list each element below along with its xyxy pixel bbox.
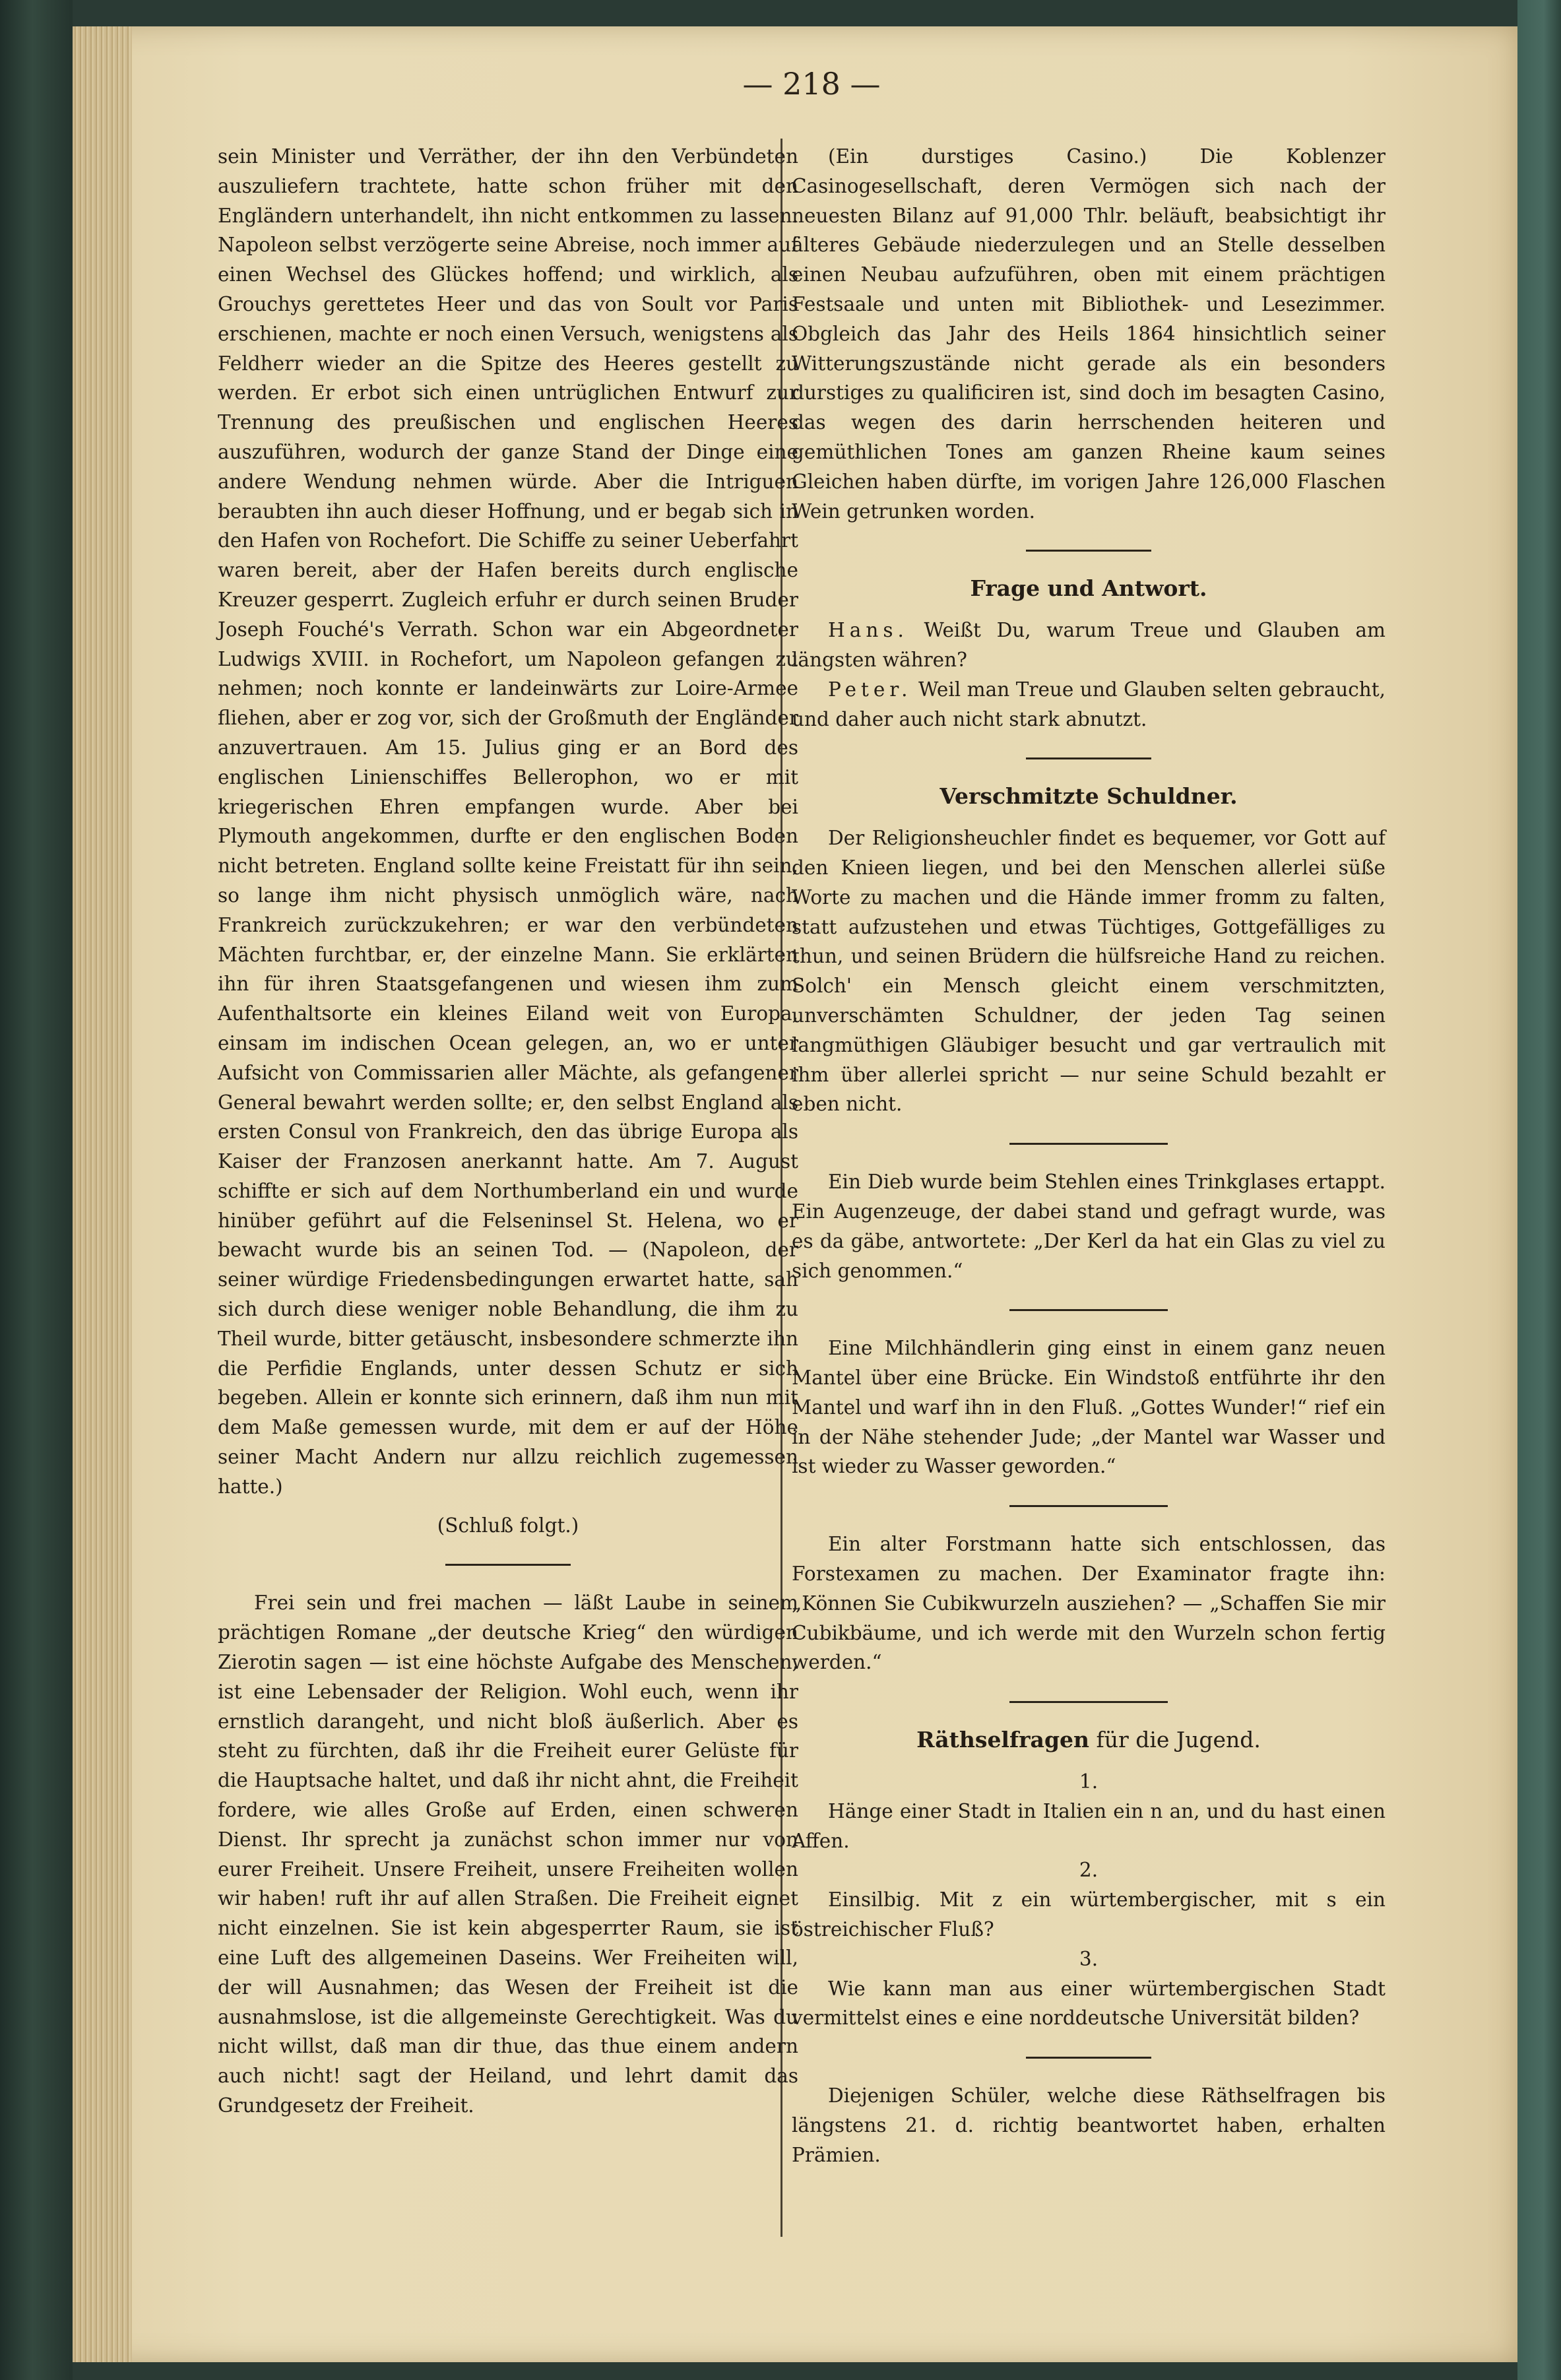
section-rule bbox=[1009, 1309, 1168, 1311]
section-rule bbox=[1009, 1143, 1168, 1145]
section-rule bbox=[1026, 757, 1151, 759]
forester-anecdote-text: Ein alter Forstmann hatte sich entschlossen, das Forstexamen zu machen. Der Examinator fragte ihn: „Können Sie Cubikwurzeln ausziehen? — „Schaffen Sie mir Cubikbäume, und ich werde mit den Wurzeln schon fertig werden.“ bbox=[792, 1533, 1386, 1674]
book-binding bbox=[0, 0, 73, 2380]
qa-hans-line bbox=[792, 616, 1386, 675]
thief-anecdote-text: Ein Dieb wurde beim Stehlen eines Trinkglases ertappt. Ein Augenzeuge, der dabei stand und gefragt wurde, was es da gäbe, antwortete: „Der Kerl da hat ein Glas zu viel zu sich genommen.“ bbox=[792, 1171, 1386, 1282]
riddle-number: 2. bbox=[1079, 1859, 1099, 1882]
napoleon-article-text: sein Minister und Verräther, der ihn den Verbündeten auszuliefern trachtete, hatte schon früher mit den Engländern unterhandelt, ihn nicht entkommen zu lassen. Napoleon selbst verzögerte seine Abreise, noch immer auf einen Wechsel des Glückes hoffend; und wirklich, als Grouchys gerettetes Heer und das von Soult vor Paris erschienen, machte er noch einen Versuch, wenigstens als Feldherr wieder an die Spitze des Heeres gestellt zu werden. Er erbot sich einen untrüglichen Entwurf zur Trennung des preußischen und englischen Heeres auszuführen, wodurch der ganze Stand der Dinge eine andere Wendung nehmen würde. Aber die Intriguen beraubten ihn auch dieser Hoffnung, und er begab sich in den Hafen von Rochefort. Die Schiffe zu seiner Ueberfahrt waren bereit, aber der Hafen bereits durch englische Kreuzer gesperrt. Zugleich erfuhr er durch seinen Bruder Joseph Fouché's Verrath. Schon war ein Abgeordneter Ludwigs XVIII. in Rochefort, um Napoleon gefangen zu nehmen; noch konnte er landeinwärts zur Loire-Armee fliehen, aber er zog vor, sich der Großmuth der Engländer anzuvertrauen. Am 15. Julius ging er an Bord des englischen Linienschiffes Bellerophon, wo er mit kriegerischen Ehren empfangen wurde. Aber bei Plymouth angekommen, durfte er den englischen Boden nicht betreten. England sollte keine Freistatt für ihn sein, so lange ihm nicht physisch unmöglich wäre, nach Frankreich zurückzukehren; er war den verbündeten Mächten furchtbar, er, der einzelne Mann. Sie erklärten ihn für ihren Staatsgefangenen und wiesen ihm zum Aufenthaltsorte ein kleines Eiland weit von Europa, einsam im indischen Ocean gelegen, an, wo er unter Aufsicht von Commissarien aller Mächte, als gefangener General bewahrt werden sollte; er, den selbst England als ersten Consul von Frankreich, den das übrige Europa als Kaiser der Franzosen anerkannt hatte. Am 7. August schiffte er sich auf dem Northumberland ein und wurde hinüber geführt auf die Felseninsel St. Helena, wo er bewacht wurde bis an seinen Tod. — (Napoleon, der seiner würdige Friedensbedingungen erwartet hatte, sah sich durch diese weniger noble Behandlung, die ihm zu Theil wurde, bitter getäuscht, insbesondere schmerzte ihn die Perfidie Englands, unter dessen Schutz er sich begeben. Allein er konnte sich erinnern, daß ihm nun mit dem Maße gemessen wurde, mit dem er auf der Höhe seiner Macht Andern nur allzu reichlich zugemessen hatte.) bbox=[218, 145, 798, 1498]
milk-anecdote-text: Eine Milchhändlerin ging einst in einem ganz neuen Mantel über eine Brücke. Ein Windstoß entführte ihr den Mantel und warf ihn in den Fluß. „Gottes Wunder!“ rief ein in der Nähe stehender Jude; „der Mantel war Wasser und ist wieder zu Wasser geworden.“ bbox=[792, 1337, 1386, 1478]
qa-peter-name: Peter. bbox=[828, 678, 912, 701]
riddle-number: 1. bbox=[1079, 1770, 1099, 1793]
riddle-text: Hänge einer Stadt in Italien ein n an, und du hast einen Affen. bbox=[792, 1799, 1386, 1852]
continuation-note: (Schluß folgt.) bbox=[437, 1514, 579, 1537]
page-edge-stack bbox=[73, 26, 132, 2362]
freedom-article-text: Frei sein und frei machen — läßt Laube in seinem prächtigen Romane „der deutsche Krieg“ den würdigen Zierotin sagen — ist eine höchste Aufgabe des Menschen, ist eine Lebensader der Religion. Wohl euch, wenn ihr ernstlich darangeht, und nicht bloß äußerlich. Aber es steht zu fürchten, daß ihr die Freiheit eurer Gelüste für die Hauptsache haltet, und daß ihr nicht ahnt, die Freiheit fordere, wie alles Große auf Erden, einen schweren Dienst. Ihr sprecht ja zunächst schon immer nur von eurer Freiheit. Unsere Freiheit, unsere Freiheiten wollen wir haben! ruft ihr auf allen Straßen. Die Freiheit eignet nicht einzelnen. Sie ist kein abgesperrter Raum, sie ist eine Luft des allgemeinen Daseins. Wer Freiheiten will, der will Ausnahmen; das Wesen der Freiheit ist die ausnahmslose, ist die allgemeinste Gerechtigkeit. Was du nicht willst, daß man dir thue, das thue einem andern auch nicht! sagt der Heiland, und lehrt damit das Grundgesetz der Freiheit. bbox=[218, 1592, 798, 2117]
section-rule bbox=[1026, 2057, 1151, 2059]
section-rule bbox=[1009, 1701, 1168, 1703]
casino-article-text: (Ein durstiges Casino.) Die Koblenzer Casinogesellschaft, deren Vermögen sich nach der neuesten Bilanz auf 91,000 Thlr. beläuft, beabsichtigt ihr älteres Gebäude niederzulegen und an Stelle desselben einen Neubau aufzuführen, oben mit einem prächtigen Festsaale und unten mit Bibliothek- und Lesezimmer. Obgleich das Jahr des Heils 1864 hinsichtlich seiner Witterungszustände nicht gerade als ein besonders durstiges zu qualificiren ist, sind doch im besagten Casino, das wegen des darin herrschenden heiteren und gemüthlichen Tones am ganzen Rheine kaum seines Gleichen haben dürfte, im vorigen Jahre 126,000 Flaschen Wein getrunken worden. bbox=[792, 145, 1386, 523]
riddles-heading bbox=[792, 1725, 1386, 1755]
section-rule bbox=[445, 1564, 571, 1566]
qa-peter-line bbox=[792, 675, 1386, 734]
riddles-closing-text: Diejenigen Schüler, welche diese Räthselfragen bis längstens 21. d. richtig beantwortet haben, erhalten Prämien. bbox=[792, 2084, 1386, 2166]
qa-hans-text: Weißt Du, warum Treue und Glauben am längsten währen? bbox=[792, 619, 1386, 671]
riddles-heading-rest: für die Jugend. bbox=[1089, 1727, 1261, 1753]
riddle-number: 3. bbox=[1079, 1947, 1099, 1970]
qa-hans-name: Hans. bbox=[828, 619, 908, 642]
riddles-heading-bold: Räthselfragen bbox=[916, 1727, 1089, 1753]
riddle-text: Wie kann man aus einer würtembergischen Stadt vermittelst eines e eine norddeutsche Universität bilden? bbox=[792, 1977, 1386, 2030]
qa-peter-text: Weil man Treue und Glauben selten gebraucht, und daher auch nicht stark abnutzt. bbox=[792, 678, 1386, 730]
riddle-text: Einsilbig. Mit z ein würtembergischer, mit s ein östreichischer Fluß? bbox=[792, 1888, 1386, 1941]
book-cover-edge bbox=[1517, 0, 1561, 2380]
qa-heading: Frage und Antwort. bbox=[970, 575, 1207, 602]
left-column bbox=[218, 142, 798, 2121]
section-rule bbox=[1009, 1505, 1168, 1507]
debtor-article-text: Der Religionsheuchler findet es bequemer, vor Gott auf den Knieen liegen, und bei den Menschen allerlei süße Worte zu machen und die Hände immer fromm zu falten, statt aufzustehen und etwas Tüchtiges, Gottgefälliges zu thun, und seinen Brüdern die hülfsreiche Hand zu reichen. Solch' ein Mensch gleicht einem verschmitzten, unverschämten Schuldner, der jeden Tag seinen langmüthigen Gläubiger besucht und gar vertraulich mit ihm über allerlei spricht — nur seine Schuld bezahlt er eben nicht. bbox=[792, 827, 1386, 1116]
right-column bbox=[792, 142, 1386, 2170]
debtor-heading: Verschmitzte Schuldner. bbox=[940, 783, 1238, 810]
page-number: — 218 — bbox=[742, 66, 881, 102]
section-rule bbox=[1026, 550, 1151, 552]
